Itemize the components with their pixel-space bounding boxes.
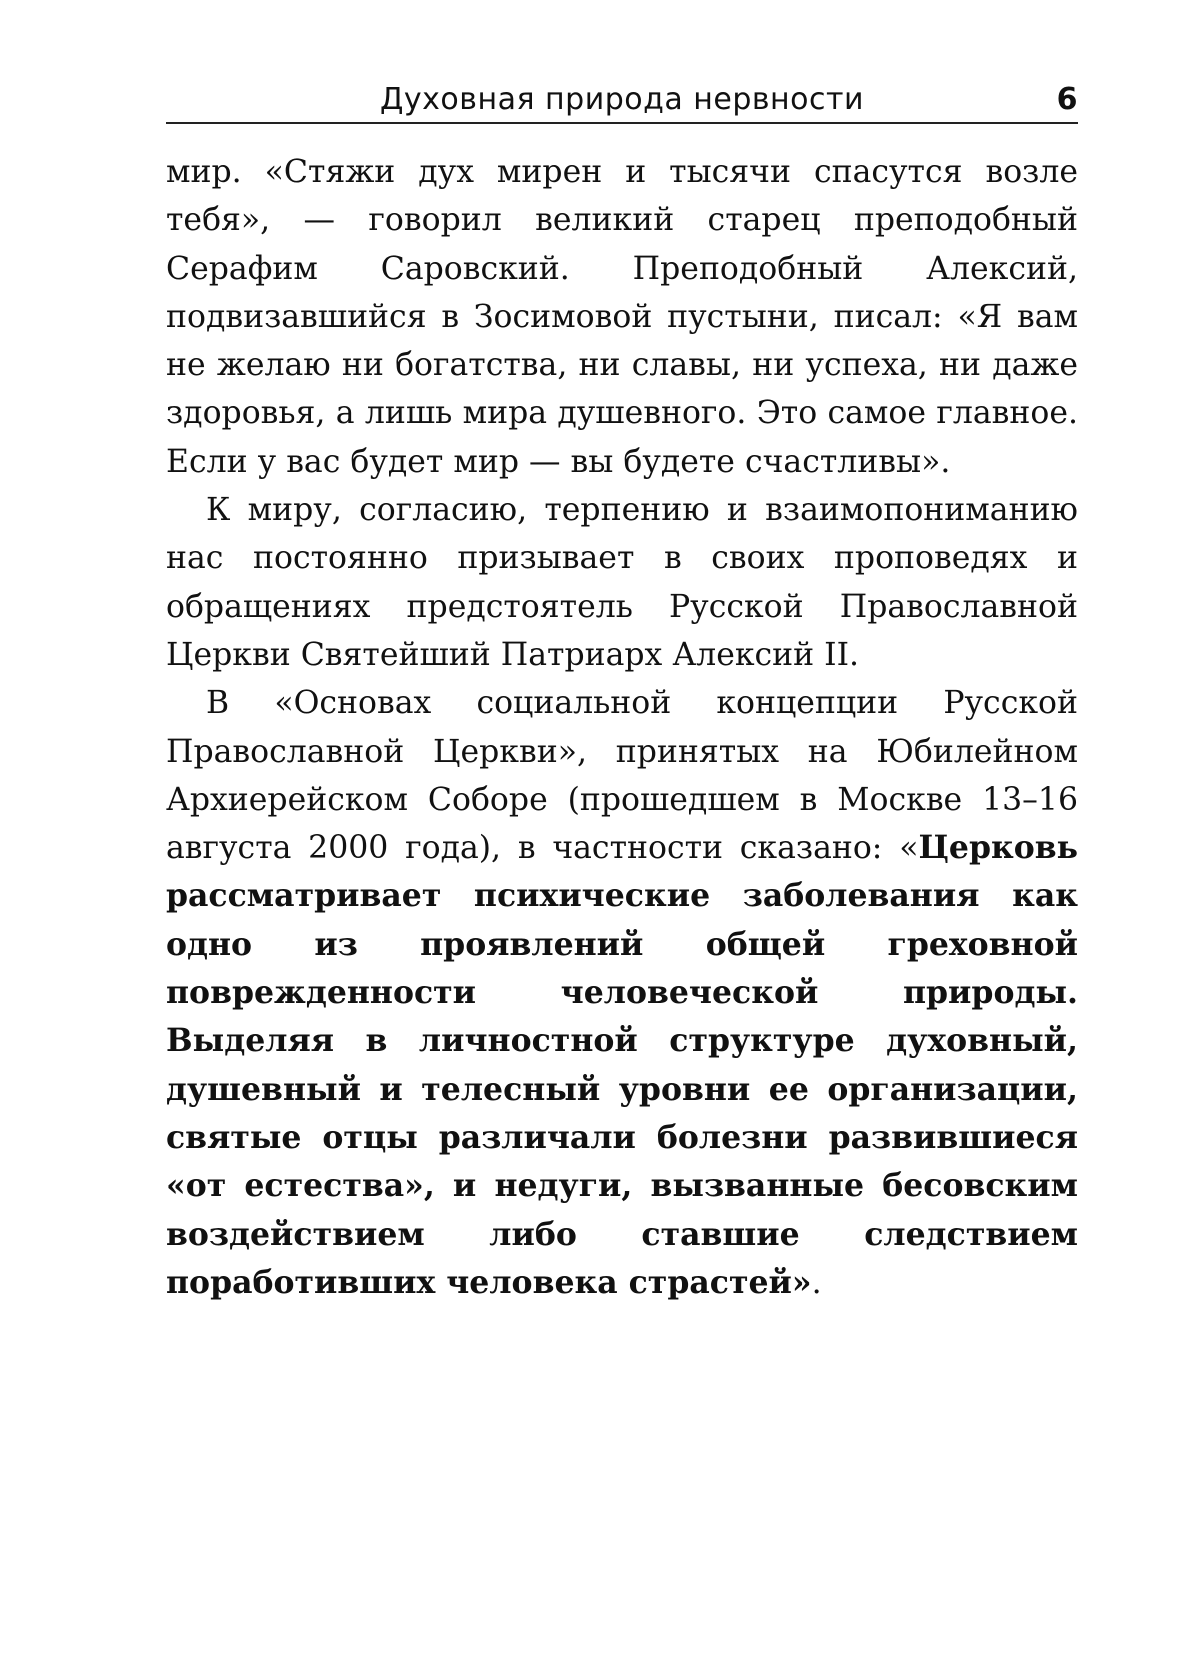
paragraph-social-concept: [166, 679, 1078, 1307]
running-header: [166, 78, 1078, 124]
paragraph-patriarch: К миру, согласию, терпению и взаимопониманию нас постоянно призывает в своих проповедях и обращениях предстоятель Русской Православной Церкви Святейший Патриарх Алексий II.: [166, 492, 1078, 673]
bold-quotation: Церковь рассматривает психические заболевания как одно из проявлений общей греховной поврежденности человеческой природы. Выделяя в личностной структуре духовный, душевный и телесный уровни ее организации, святые отцы различали болезни развившиеся «от естества», и недуги, вызванные бесовским воздействием либо ставшие следствием поработивших человека страстей»: [166, 829, 1078, 1301]
paragraph-continuation: мир. «Стяжи дух мирен и тысячи спасутся возле тебя», — говорил великий старец преподобный Серафим Саровский. Преподобный Алексий, подвизавшийся в Зосимовой пустыни, писал: «Я вам не желаю ни богатства, ни славы, ни успеха, ни даже здоровья, а лишь мира душевного. Это самое главное. Если у вас будет мир — вы будете счастливы».: [166, 154, 1078, 480]
paragraph-tail-text: .: [811, 1264, 822, 1301]
running-title: Духовная природа нервности: [379, 82, 864, 117]
body-text: [166, 148, 1078, 1307]
page-number: 6: [1056, 82, 1078, 117]
paragraph-lead-text: В «Основах социальной концепции Русской Православной Церкви», принятых на Юбилейном Архиерейском Соборе (прошедшем в Москве 13–16 августа 2000 года), в частности сказано: «: [166, 685, 1078, 867]
book-page: [166, 78, 1078, 1307]
